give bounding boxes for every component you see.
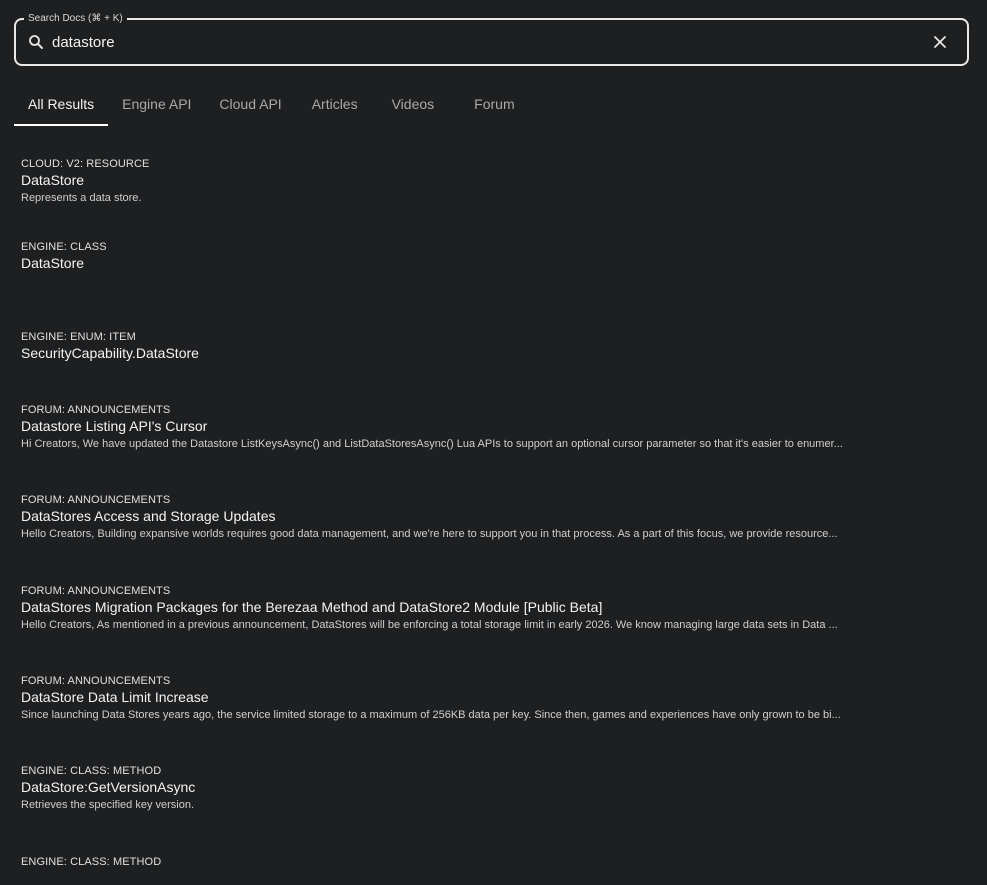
results-list: [21, 150, 966, 885]
list-item[interactable]: [21, 764, 966, 848]
result-title: DataStore:GetVersionAsync: [21, 779, 196, 795]
close-icon[interactable]: [931, 33, 949, 51]
result-category: FORUM: ANNOUNCEMENTS: [21, 404, 171, 416]
result-category: CLOUD: V2: RESOURCE: [21, 158, 150, 170]
result-tabs: [14, 84, 529, 126]
tab-articles[interactable]: Articles: [311, 96, 358, 112]
result-category: ENGINE: ENUM: ITEM: [21, 331, 136, 343]
result-description: Hello Creators, Building expansive worlds requires good data management, and we're here to support you in that process. As a part of this focus, we provide resource...: [21, 528, 838, 540]
result-category: ENGINE: CLASS: METHOD: [21, 765, 162, 777]
result-category: FORUM: ANNOUNCEMENTS: [21, 494, 171, 506]
search-input[interactable]: [52, 28, 912, 56]
result-title: DataStore: [21, 255, 85, 271]
tab-all-results[interactable]: All Results: [14, 84, 108, 126]
list-item[interactable]: [21, 240, 966, 323]
list-item[interactable]: [21, 330, 966, 396]
list-item[interactable]: [21, 674, 966, 757]
result-description: Hello Creators, As mentioned in a previous announcement, DataStores will be enforcing a total storage limit in early 2026. We know managing large data sets in Data ...: [21, 619, 838, 631]
result-category: FORUM: ANNOUNCEMENTS: [21, 675, 171, 687]
list-item[interactable]: [21, 403, 966, 486]
list-item[interactable]: [21, 584, 966, 667]
result-title: SecurityCapability.DataStore: [21, 345, 199, 361]
result-description: Retrieves the specified key version.: [21, 799, 195, 811]
list-item[interactable]: [21, 157, 966, 233]
result-category: ENGINE: CLASS: [21, 241, 107, 253]
result-category: ENGINE: CLASS: METHOD: [21, 856, 162, 868]
tab-cloud-api[interactable]: Cloud API: [219, 96, 282, 112]
tab-engine-api[interactable]: Engine API: [122, 96, 192, 112]
tab-forum[interactable]: Forum: [474, 96, 515, 112]
list-item[interactable]: [21, 493, 966, 577]
result-description: Represents a data store.: [21, 192, 142, 204]
search-label: Search Docs (⌘ + K): [24, 12, 127, 26]
result-title: DataStore Data Limit Increase: [21, 689, 209, 705]
result-category: FORUM: ANNOUNCEMENTS: [21, 585, 171, 597]
list-item[interactable]: [21, 855, 966, 885]
result-title: Datastore Listing API's Cursor: [21, 418, 208, 434]
search-box[interactable]: [14, 13, 969, 66]
result-description: Since launching Data Stores years ago, the service limited storage to a maximum of 256KB data per key. Since then, games and experiences have only grown to be bi...: [21, 709, 841, 721]
search-icon: [28, 34, 44, 50]
result-title: DataStore: [21, 172, 85, 188]
tab-videos[interactable]: Videos: [391, 96, 435, 112]
result-title: DataStores Migration Packages for the Berezaa Method and DataStore2 Module [Public Beta]: [21, 599, 603, 615]
result-description: Hi Creators, We have updated the Datastore ListKeysAsync() and ListDataStoresAsync() Lua APIs to support an optional cursor parameter so that it's easier to enumer...: [21, 438, 843, 450]
result-title: DataStores Access and Storage Updates: [21, 508, 276, 524]
